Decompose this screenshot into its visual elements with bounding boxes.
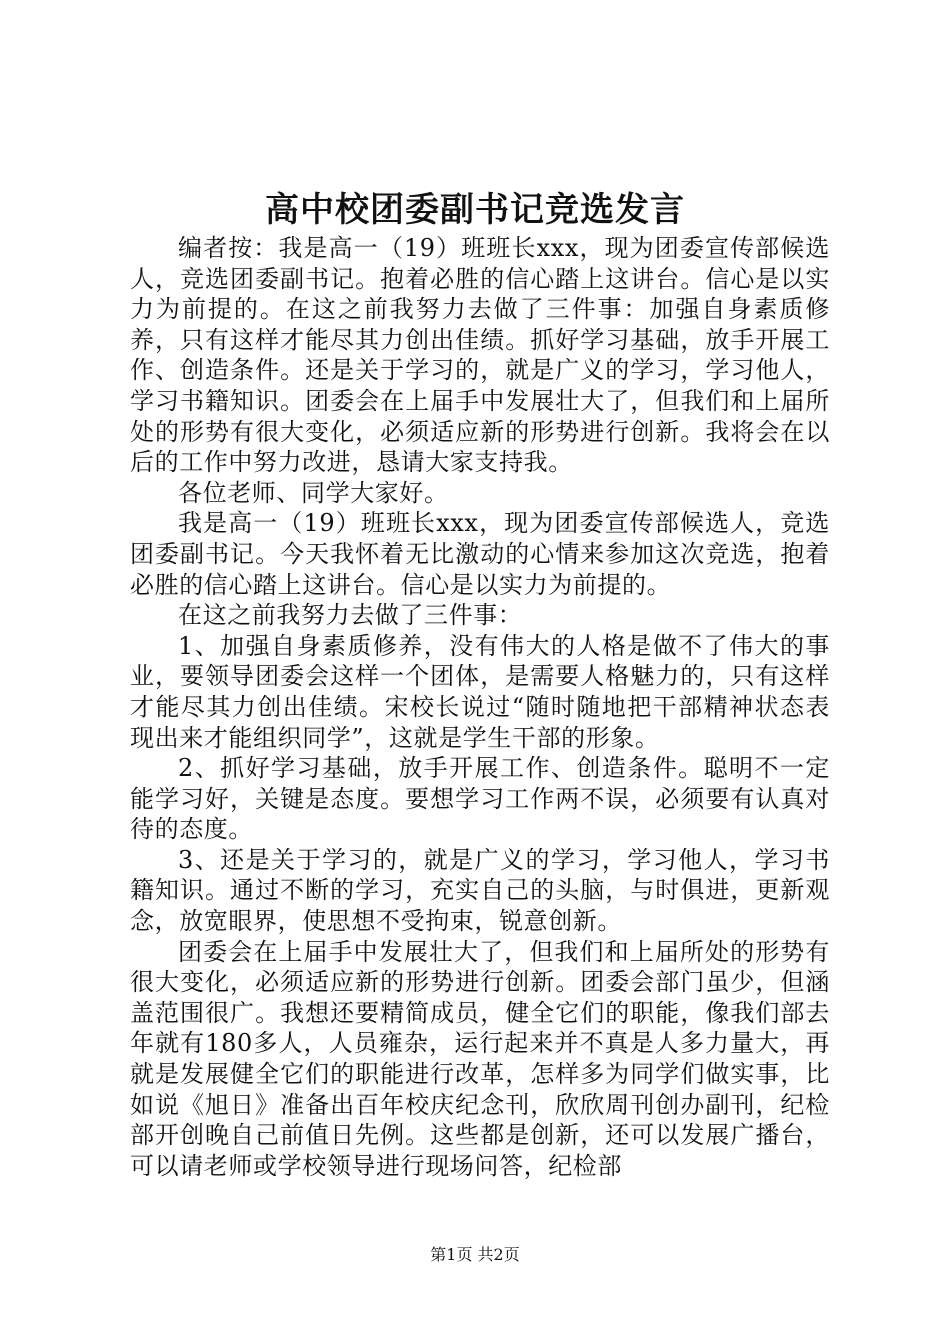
document-title: 高中校团委副书记竞选发言 — [265, 190, 685, 230]
paragraph-three-things: 在这之前我努力去做了三件事： — [178, 601, 523, 630]
paragraph-item-2: 2、抓好学习基础，放手开展工作、创造条件。聪明不一定能学习好，关键是态度。要想学习工作两不误，必须要有认真对待的态度。 — [130, 754, 830, 844]
paragraph-item-1: 1、加强自身素质修养，没有伟大的人格是做不了伟大的事业，要领导团委会这样一个团体，是需要人格魅力的，只有这样才能尽其力创出佳绩。宋校长说过“随时随地把干部精神状态表现出来才能组织同学”，这就是学生干部的形象。 — [130, 631, 830, 752]
paragraph-editor-note: 编者按：我是高一（19）班班长xxx，现为团委宣传部候选人，竞选团委副书记。抱着必胜的信心踏上这讲台。信心是以实力为前提的。在这之前我努力去做了三件事：加强自身素质修养，只有这样才能尽其力创出佳绩。抓好学习基础，放手开展工作、创造条件。还是关于学习的，就是广义的学习，学习他人，学习书籍知识。团委会在上届手中发展壮大了，但我们和上届所处的形势有很大变化，必须适应新的形势进行创新。我将会在以后的工作中努力改进，恳请大家支持我。 — [130, 234, 830, 477]
document-body — [130, 233, 830, 1181]
paragraph-item-3: 3、还是关于学习的，就是广义的学习，学习他人，学习书籍知识。通过不断的学习，充实自己的头脑，与时俱进，更新观念，放宽眼界，使思想不受拘束，锐意创新。 — [130, 845, 830, 936]
page-footer: 第1页 共2页 — [430, 1245, 520, 1264]
paragraph-introduction: 我是高一（19）班班长xxx，现为团委宣传部候选人，竞选团委副书记。今天我怀着无比激动的心情来参加这次竞选，抱着必胜的信心踏上这讲台。信心是以实力为前提的。 — [130, 509, 830, 599]
paragraph-innovation: 团委会在上届手中发展壮大了，但我们和上届所处的形势有很大变化，必须适应新的形势进行创新。团委会部门虽少，但涵盖范围很广。我想还要精简成员，健全它们的职能，像我们部去年就有180多人，人员雍杂，运行起来并不真是人多力量大，再就是发展健全它们的职能进行改革，怎样多为同学们做实事，比如说《旭日》准备出百年校庆纪念刊，欣欣周刊创办副刊，纪检部开创晚自己前值日先例。这些都是创新，还可以发展广播台，可以请老师或学校领导进行现场问答，纪检部 — [130, 937, 830, 1180]
paragraph-greeting: 各位老师、同学大家好。 — [178, 478, 449, 507]
